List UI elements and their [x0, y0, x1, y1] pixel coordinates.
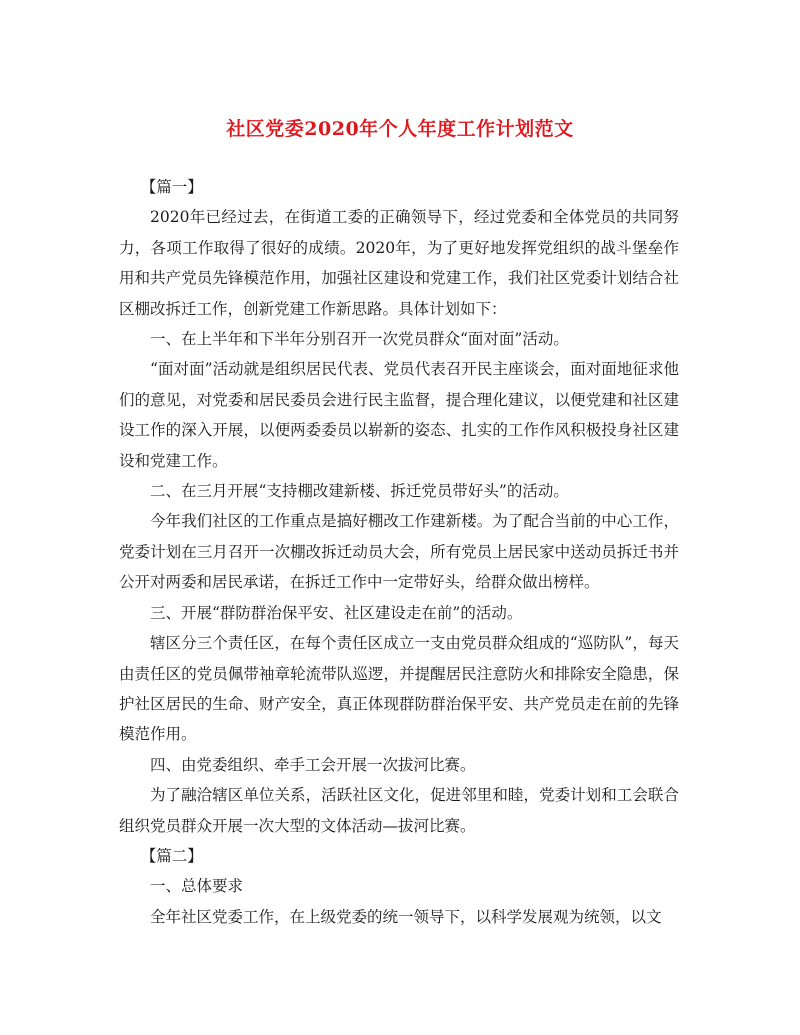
paragraph: 二、在三月开展“支持棚改建新楼、拆迁党员带好头”的活动。: [150, 482, 569, 501]
document-body: [119, 172, 679, 932]
paragraph: 今年我们社区的工作重点是搞好棚改工作建新楼。为了配合当前的中心工作，党委计划在三月召开一次棚改拆迁动员大会，所有党员上居民家中送动员拆迁书并公开对两委和居民承诺，在拆迁工作中一定带好头，给群众做出榜样。: [119, 512, 679, 592]
paragraph: “面对面”活动就是组织居民代表、党员代表召开民主座谈会，面对面地征求他们的意见，对党委和居民委员会进行民主监督，提合理化建议，以便党建和社区建设工作的深入开展，以便两委委员以崭新的姿态、扎实的工作作风积极投身社区建设和党建工作。: [119, 360, 679, 470]
paragraph: 全年社区党委工作，在上级党委的统一领导下，以科学发展观为统领，以文: [150, 907, 662, 926]
paragraph: 一、总体要求: [150, 877, 244, 896]
section-heading: 【篇一】: [140, 178, 203, 196]
section-heading: 【篇二】: [140, 846, 203, 865]
paragraph: 辖区分三个责任区，在每个责任区成立一支由党员群众组成的“巡防队”，每天由责任区的党员佩带袖章轮流带队巡逻，并提醒居民注意防火和排除安全隐患，保护社区居民的生命、财产安全，真正体现群防群治保平安、共产党员走在前的先锋模范作用。: [119, 634, 679, 744]
document-title: 社区党委2020年个人年度工作计划范文: [226, 118, 574, 140]
paragraph: 2020年已经过去，在街道工委的正确领导下，经过党委和全体党员的共同努力，各项工作取得了很好的成绩。2020年，为了更好地发挥党组织的战斗堡垒作用和共产党员先锋模范作用，加强社区建设和党建工作，我们社区党委计划结合社区棚改拆迁工作，创新党建工作新思路。具体计划如下：: [119, 208, 679, 318]
paragraph: 三、开展“群防群治保平安、社区建设走在前”的活动。: [150, 603, 523, 622]
paragraph: 四、由党委组织、牵手工会开展一次拔河比赛。: [150, 755, 476, 774]
paragraph: 一、在上半年和下半年分别召开一次党员群众“面对面”活动。: [150, 330, 569, 349]
paragraph: 为了融洽辖区单位关系，活跃社区文化，促进邻里和睦，党委计划和工会联合组织党员群众开展一次大型的文体活动—拔河比赛。: [119, 786, 679, 835]
